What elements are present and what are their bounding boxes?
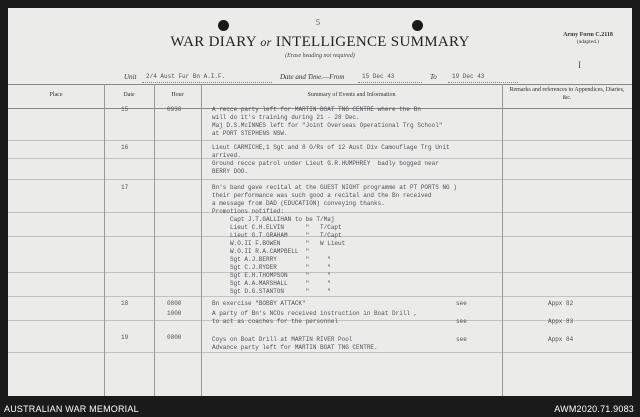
entry-remark-appendix: Appx 84 (548, 336, 574, 343)
entry-line: Bn's band gave recital at the GUEST NIGHT programme at PT PORTS NG ) (212, 184, 457, 191)
entry-line: a message from DAD (EDUCATION) conveying thanks. (212, 200, 385, 207)
entry-line: Lieut G.T.GRAHAM " T/Capt (212, 232, 342, 239)
column-header-remarks: Remarks and references to Appendices, Diaries, &c. (509, 87, 625, 101)
entry-remark-see: see (456, 300, 467, 307)
entry-date: 18 (121, 300, 129, 307)
entry-hour: 0930 (167, 106, 182, 113)
row-divider (8, 352, 632, 353)
entry-remark-see: see (456, 336, 467, 343)
entry-line: their performance was such good a recital and the Bn received (212, 192, 432, 199)
pencil-mark: I (578, 60, 581, 70)
title-war-diary: WAR DIARY (170, 34, 257, 50)
row-divider (8, 296, 632, 297)
form-note: (adapted.) (576, 39, 600, 45)
entry-line: Sgt D.G.STANTON " " (212, 288, 331, 295)
entry-line: Sgt A.A.MARSHALL " " (212, 280, 331, 287)
entry-date: 15 (121, 106, 129, 113)
diary-page (8, 8, 632, 396)
to-label: To (430, 73, 437, 81)
entry-line: A recce party left for MARTIN BOAT TNG CENTRE where the Bn (212, 106, 421, 113)
entry-line: BERRY DOO. (212, 168, 249, 175)
entry-line: Promotions notified: (212, 208, 285, 215)
unit-dotted-line (142, 82, 272, 83)
form-name: Army Form C.2118 (563, 32, 613, 38)
entry-hour: 0800 (167, 334, 182, 341)
entry-line: Advance party left for MARTIN BOAT TNG CENTRE. (212, 344, 378, 351)
entry-line: Sgt E.H.THOMPSON " " (212, 272, 331, 279)
entry-hour: 1000 (167, 310, 182, 317)
entry-hour: 0800 (167, 300, 182, 307)
to-value: 19 Dec 43 (452, 73, 485, 80)
unit-value: 2/4 Aust Fur Bn A.I.F. (146, 73, 226, 80)
col-divider-place (104, 84, 105, 396)
entry-line: Lieut C.H.ELVIN " T/Capt (212, 224, 342, 231)
entry-date: 19 (121, 334, 129, 341)
entry-line: W.O.II R.A.CAMPBELL " (212, 248, 310, 255)
row-divider (8, 140, 632, 141)
page-title (8, 34, 632, 51)
entry-line: to act as coaches for the personnel (212, 318, 339, 325)
entry-line: Lieut CARMICHE,1 Sgt and 8 O/Rs of 12 Aust Div Camouflage Trg Unit (212, 144, 450, 151)
entry-line: Maj D.S.McINNES left for "Joint Overseas Operational Trg School" (212, 122, 443, 129)
entry-line: Sgt C.J.RYDER " " (212, 264, 331, 271)
col-divider-date (154, 84, 155, 396)
from-value: 15 Dec 43 (362, 73, 395, 80)
entry-line: W.O.II F.BOWEN " W Lieut (212, 240, 346, 247)
from-dotted-line (358, 82, 422, 83)
punch-hole-right (412, 20, 423, 31)
entry-line: Bn exercise "BOBBY ATTACK" (212, 300, 306, 307)
form-reference (548, 32, 628, 46)
entry-line: Sgt A.J.BERRY " " (212, 256, 331, 263)
entry-line: Capt J.T.GALLIHAN to be T/Maj (212, 216, 335, 223)
entry-line: A party of Bn's NCOs received instruction in Boat Drill , (212, 310, 418, 317)
col-divider-summary (502, 84, 503, 396)
datetime-label: Date and Time.—From (280, 73, 345, 81)
title-intelligence-summary: INTELLIGENCE SUMMARY (275, 34, 470, 50)
title-or: or (260, 35, 272, 49)
entry-line: Coys on Boat Drill at MARTIN RIVER Pool (212, 336, 353, 343)
entry-line: Ground recce patrol under Lieut G.R.HUMPHREY badly bogged near (212, 160, 439, 167)
entry-line: arrived. (212, 152, 241, 159)
unit-label: Unit (124, 73, 137, 81)
entry-remark-see: see (456, 318, 467, 325)
to-dotted-line (448, 82, 518, 83)
subtitle: (Erase heading not required) (285, 53, 355, 59)
entry-remark-appendix: Appx 82 (548, 300, 574, 307)
col-divider-hour (201, 84, 202, 396)
entry-line: at PORT STEPHENS NSW. (212, 130, 288, 137)
row-divider (8, 158, 632, 159)
row-divider (8, 212, 632, 213)
entry-date: 16 (121, 144, 129, 151)
entry-line: will do it's training during 21 - 28 Dec. (212, 114, 360, 121)
page-number: 5 (316, 18, 320, 27)
footer-institution: AUSTRALIAN WAR MEMORIAL (4, 404, 139, 414)
column-header-date: Date (123, 92, 135, 98)
column-header-hour: Hour (171, 92, 184, 98)
entry-remark-appendix: Appx 83 (548, 318, 574, 325)
footer-accession-number: AWM2020.71.9083 (554, 404, 634, 414)
entry-date: 17 (121, 184, 129, 191)
table-top-border (8, 84, 632, 85)
row-divider (8, 179, 632, 180)
punch-hole-left (218, 20, 229, 31)
column-header-summary: Summary of Events and Information (307, 92, 396, 98)
column-header-place: Place (49, 92, 63, 98)
